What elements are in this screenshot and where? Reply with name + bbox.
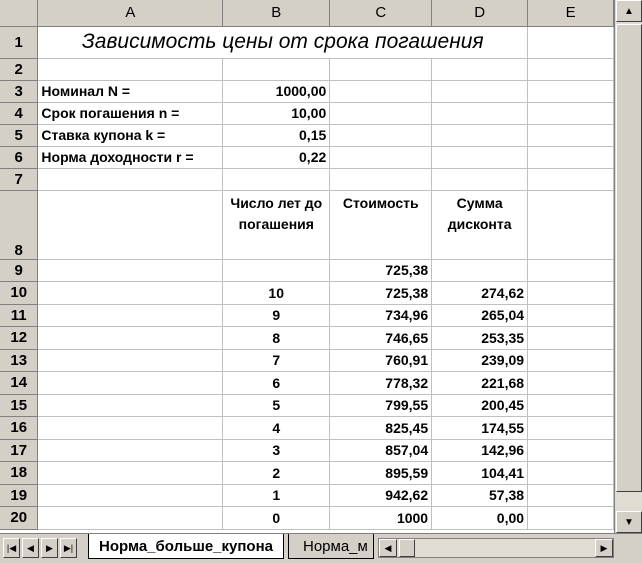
table-row [0, 282, 614, 305]
param-value-yield[interactable]: 0,22 [223, 146, 330, 168]
cell-e5[interactable] [528, 124, 614, 146]
cell-a[interactable] [38, 304, 223, 327]
cell-e1[interactable] [528, 26, 614, 58]
cell-cost[interactable]: 942,62 [330, 484, 432, 507]
param-label-coupon[interactable]: Ставка купона k = [38, 124, 223, 146]
cell-discount[interactable]: 265,04 [432, 304, 528, 327]
param-label-nominal[interactable]: Номинал N = [38, 80, 223, 102]
param-value-term[interactable]: 10,00 [223, 102, 330, 124]
cell-a[interactable] [38, 327, 223, 350]
cell-e4[interactable] [528, 102, 614, 124]
column-header-b[interactable]: B [223, 0, 330, 26]
cell-d4[interactable] [432, 102, 528, 124]
cell-c2[interactable] [330, 58, 432, 80]
nav-first-icon[interactable]: |◀ [3, 538, 20, 558]
cell-a8[interactable] [38, 190, 223, 259]
cell-e[interactable] [528, 462, 614, 485]
cell-c4[interactable] [330, 102, 432, 124]
cell-years[interactable]: 4 [223, 417, 330, 440]
scroll-up-arrow-icon[interactable]: ▲ [616, 0, 642, 22]
row-header-6[interactable]: 6 [0, 146, 38, 168]
sheet-title-cell[interactable]: Зависимость цены от срока погашения [38, 26, 528, 58]
header-discount-sum[interactable]: Сумма дисконта [432, 190, 528, 259]
cell-years[interactable]: 10 [223, 282, 330, 305]
row-header-5[interactable]: 5 [0, 124, 38, 146]
sheet-tab-active[interactable]: Норма_больше_купона [88, 534, 284, 559]
row-header[interactable]: 19 [0, 484, 38, 507]
cell-a[interactable] [38, 417, 223, 440]
param-value-coupon[interactable]: 0,15 [223, 124, 330, 146]
cell-e8[interactable] [528, 190, 614, 259]
row-header-4[interactable]: 4 [0, 102, 38, 124]
row-header-2[interactable]: 2 [0, 58, 38, 80]
cell-e[interactable] [528, 439, 614, 462]
cell-years[interactable]: 0 [223, 507, 330, 530]
cell-e[interactable] [528, 372, 614, 395]
cell-years[interactable]: 9 [223, 304, 330, 327]
cell-d3[interactable] [432, 80, 528, 102]
cell-discount[interactable]: 0,00 [432, 507, 528, 530]
cell-a[interactable] [38, 394, 223, 417]
param-label-yield[interactable]: Норма доходности r = [38, 146, 223, 168]
cell-cost[interactable]: 734,96 [330, 304, 432, 327]
cell-cost[interactable]: 725,38 [330, 282, 432, 305]
horizontal-scroll-thumb[interactable] [399, 539, 415, 557]
row-header[interactable]: 10 [0, 282, 38, 305]
table-row [0, 462, 614, 485]
cell-d9[interactable] [432, 259, 528, 281]
cell-cost[interactable]: 778,32 [330, 372, 432, 395]
column-header-a[interactable]: A [38, 0, 223, 26]
cell-a[interactable] [38, 372, 223, 395]
cell-e[interactable] [528, 349, 614, 372]
cell-discount[interactable]: 239,09 [432, 349, 528, 372]
table-row [0, 327, 614, 350]
vertical-scroll-thumb[interactable] [616, 24, 642, 492]
horizontal-scrollbar[interactable] [378, 538, 614, 558]
row-header[interactable]: 16 [0, 417, 38, 440]
row-header[interactable]: 13 [0, 349, 38, 372]
cell-cost[interactable]: 895,59 [330, 462, 432, 485]
cell-c5[interactable] [330, 124, 432, 146]
param-value-nominal[interactable]: 1000,00 [223, 80, 330, 102]
cell-years[interactable]: 7 [223, 349, 330, 372]
table-row [0, 394, 614, 417]
header-cost[interactable]: Стоимость [330, 190, 432, 259]
cell-d2[interactable] [432, 58, 528, 80]
cell-e[interactable] [528, 327, 614, 350]
cell-cost[interactable]: 857,04 [330, 439, 432, 462]
table-row [0, 484, 614, 507]
cell-years[interactable]: 2 [223, 462, 330, 485]
cell-discount[interactable]: 221,68 [432, 372, 528, 395]
cell-e7[interactable] [528, 168, 614, 190]
row-header[interactable]: 20 [0, 507, 38, 530]
cell-a7[interactable] [38, 168, 223, 190]
cell-b7[interactable] [223, 168, 330, 190]
cell-discount[interactable]: 174,55 [432, 417, 528, 440]
cell-e[interactable] [528, 507, 614, 530]
cell-cost[interactable]: 760,91 [330, 349, 432, 372]
row-header-1[interactable]: 1 [0, 26, 38, 58]
cell-cost[interactable]: 825,45 [330, 417, 432, 440]
select-all-corner[interactable] [0, 0, 38, 26]
cell-e[interactable] [528, 394, 614, 417]
scroll-right-arrow-icon[interactable]: ▶ [595, 539, 613, 557]
cell-cost[interactable]: 746,65 [330, 327, 432, 350]
sheet-tab-bar [0, 533, 642, 563]
row-header-7[interactable]: 7 [0, 168, 38, 190]
cell-d6[interactable] [432, 146, 528, 168]
cell-years[interactable]: 5 [223, 394, 330, 417]
cell-discount[interactable]: 57,38 [432, 484, 528, 507]
table-row [0, 349, 614, 372]
nav-next-icon[interactable]: ▶ [41, 538, 58, 558]
header-years-to-maturity[interactable]: Число лет до погашения [223, 190, 330, 259]
table-row [0, 417, 614, 440]
column-header-c[interactable]: C [330, 0, 432, 26]
table-row [0, 439, 614, 462]
cell-e3[interactable] [528, 80, 614, 102]
cell-a[interactable] [38, 349, 223, 372]
row-header-9[interactable]: 9 [0, 259, 38, 281]
row-header[interactable]: 18 [0, 462, 38, 485]
vertical-scrollbar[interactable] [614, 0, 642, 533]
cell-c3[interactable] [330, 80, 432, 102]
cell-discount[interactable]: 253,35 [432, 327, 528, 350]
cell-discount[interactable]: 142,96 [432, 439, 528, 462]
scroll-down-arrow-icon[interactable]: ▼ [616, 511, 642, 533]
nav-prev-icon[interactable]: ◀ [22, 538, 39, 558]
table-row [0, 372, 614, 395]
cell-e6[interactable] [528, 146, 614, 168]
cell-table [0, 0, 614, 282]
cell-a[interactable] [38, 282, 223, 305]
cell-a2[interactable] [38, 58, 223, 80]
row-header-8[interactable]: 8 [0, 190, 38, 259]
cell-years[interactable]: 1 [223, 484, 330, 507]
scroll-left-arrow-icon[interactable]: ◀ [379, 539, 397, 557]
row-header-3[interactable]: 3 [0, 80, 38, 102]
cell-e[interactable] [528, 282, 614, 305]
cell-b9[interactable] [223, 259, 330, 281]
cell-a[interactable] [38, 484, 223, 507]
row-header[interactable]: 15 [0, 394, 38, 417]
cell-d7[interactable] [432, 168, 528, 190]
column-header-e[interactable]: E [528, 0, 614, 26]
table-row [0, 304, 614, 327]
cell-a[interactable] [38, 439, 223, 462]
row-header[interactable]: 11 [0, 304, 38, 327]
nav-last-icon[interactable]: ▶| [60, 538, 77, 558]
cell-discount[interactable]: 200,45 [432, 394, 528, 417]
param-label-term[interactable]: Срок погашения n = [38, 102, 223, 124]
cell-discount[interactable]: 274,62 [432, 282, 528, 305]
row-header[interactable]: 17 [0, 439, 38, 462]
cell-c9-value[interactable]: 725,38 [330, 259, 432, 281]
cell-a[interactable] [38, 507, 223, 530]
cell-e[interactable] [528, 417, 614, 440]
cell-a[interactable] [38, 462, 223, 485]
scrollbar-corner [614, 538, 642, 558]
cell-e[interactable] [528, 304, 614, 327]
cell-c6[interactable] [330, 146, 432, 168]
row-header[interactable]: 12 [0, 327, 38, 350]
row-header[interactable]: 14 [0, 372, 38, 395]
cell-c7[interactable] [330, 168, 432, 190]
cell-a9[interactable] [38, 259, 223, 281]
cell-years[interactable]: 6 [223, 372, 330, 395]
cell-e2[interactable] [528, 58, 614, 80]
cell-b2[interactable] [223, 58, 330, 80]
sheet-tab-second[interactable]: Норма_м [288, 534, 374, 559]
cell-d5[interactable] [432, 124, 528, 146]
cell-e[interactable] [528, 484, 614, 507]
cell-cost[interactable]: 799,55 [330, 394, 432, 417]
cell-years[interactable]: 3 [223, 439, 330, 462]
cell-discount[interactable]: 104,41 [432, 462, 528, 485]
cell-years[interactable]: 8 [223, 327, 330, 350]
cell-e9[interactable] [528, 259, 614, 281]
table-row [0, 507, 614, 530]
column-header-d[interactable]: D [432, 0, 528, 26]
data-rows-table [0, 282, 614, 530]
cell-cost[interactable]: 1000 [330, 507, 432, 530]
